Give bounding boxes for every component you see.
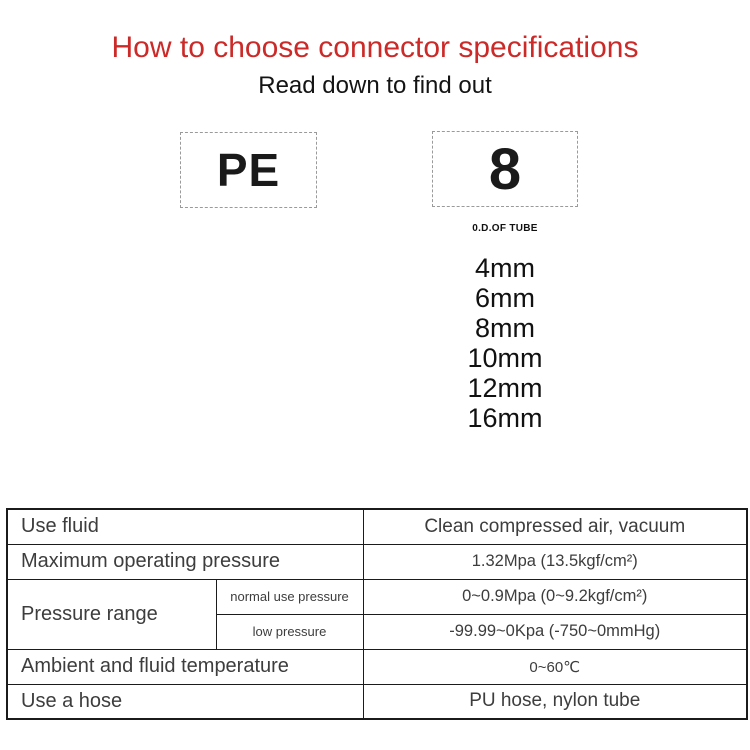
row-value-temperature: 0~60℃ xyxy=(363,649,747,684)
row-label-max-pressure: Maximum operating pressure xyxy=(7,544,363,579)
row-label-use-fluid: Use fluid xyxy=(7,509,363,544)
size-option: 6mm xyxy=(475,283,535,313)
page-title: How to choose connector specifications xyxy=(111,31,639,64)
series-code-text: PE xyxy=(216,144,281,196)
table-row-hose xyxy=(7,684,747,719)
size-list xyxy=(407,253,603,433)
size-option: 12mm xyxy=(467,373,543,403)
size-option: 8mm xyxy=(475,313,535,343)
row-value-normal-use-pressure: 0~0.9Mpa (0~9.2kgf/cm²) xyxy=(363,579,747,614)
sub-label-normal-use-pressure: normal use pressure xyxy=(216,579,363,614)
row-value-hose: PU hose, nylon tube xyxy=(363,684,747,719)
table-row-temperature xyxy=(7,649,747,684)
row-label-hose: Use a hose xyxy=(7,684,363,719)
row-label-temperature: Ambient and fluid temperature xyxy=(7,649,363,684)
size-caption: 0.D.OF TUBE xyxy=(472,223,538,234)
row-value-max-pressure: 1.32Mpa (13.5kgf/cm²) xyxy=(363,544,747,579)
row-value-low-pressure: -99.99~0Kpa (-750~0mmHg) xyxy=(363,614,747,649)
size-code-text: 8 xyxy=(488,136,522,202)
size-code-box xyxy=(432,131,578,207)
size-option: 4mm xyxy=(475,253,535,283)
page-subtitle: Read down to find out xyxy=(258,72,492,99)
series-code-box xyxy=(180,132,317,208)
row-label-pressure-range: Pressure range xyxy=(7,579,216,649)
sub-label-low-pressure: low pressure xyxy=(216,614,363,649)
table-row-pressure-range-normal xyxy=(7,579,747,614)
size-option: 10mm xyxy=(467,343,543,373)
table-row-max-pressure xyxy=(7,544,747,579)
table-row-use-fluid xyxy=(7,509,747,544)
spec-table xyxy=(6,508,748,720)
row-value-use-fluid: Clean compressed air, vacuum xyxy=(363,509,747,544)
size-option: 16mm xyxy=(467,403,543,433)
